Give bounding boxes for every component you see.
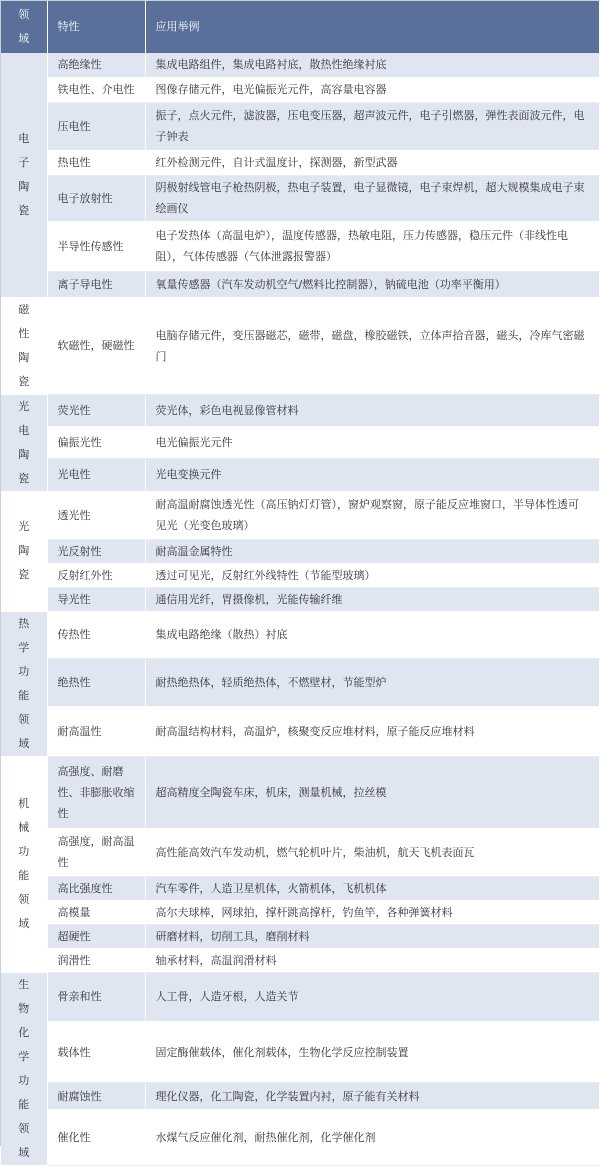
table-row (1, 658, 599, 706)
table-row (1, 611, 599, 658)
table-header-row (1, 1, 599, 53)
domain-cell-photoelectric: 光电陶瓷 (1, 394, 47, 491)
table-row (1, 924, 599, 948)
application-cell: 集成电路组件，集成电路衬底，散热性绝缘衬底 (145, 53, 599, 77)
property-cell: 骨亲和性 (47, 972, 145, 1021)
application-cell: 通信用光纤，胃摄像机，光能传输纤维 (145, 587, 599, 611)
property-cell: 高强度，耐高温性 (47, 828, 145, 876)
property-cell: 软磁性，硬磁性 (47, 297, 145, 394)
property-cell: 润滑性 (47, 948, 145, 972)
table-row (1, 756, 599, 828)
ceramics-properties-table (1, 1, 600, 1166)
property-cell: 超硬性 (47, 924, 145, 948)
table-row (1, 876, 599, 900)
table-row (1, 900, 599, 924)
domain-cell-magnetic: 磁性陶瓷 (1, 297, 47, 394)
header-domain: 领域 (1, 1, 47, 53)
domain-cell-mechanical: 机械功能领域 (1, 756, 47, 972)
property-cell: 铁电性、介电性 (47, 77, 145, 102)
property-cell: 偏振光性 (47, 427, 145, 459)
property-cell: 离子导电性 (47, 271, 145, 297)
table-row (1, 458, 599, 491)
property-cell: 光电性 (47, 458, 145, 491)
property-cell: 光反射性 (47, 539, 145, 563)
table-body (1, 53, 599, 1165)
application-cell: 透过可见光，反射红外线特性（节能型玻璃） (145, 563, 599, 587)
property-cell: 压电性 (47, 102, 145, 150)
application-cell: 耐高温金属特性 (145, 539, 599, 563)
header-application: 应用举例 (145, 1, 599, 53)
property-cell: 半导性传感性 (47, 221, 145, 271)
property-cell: 导光性 (47, 587, 145, 611)
property-cell: 催化性 (47, 1110, 145, 1165)
table-row (1, 972, 599, 1021)
application-cell: 电光偏振光元件 (145, 427, 599, 459)
application-cell: 图像存储元件，电光偏振光元件，高容量电容器 (145, 77, 599, 102)
application-cell: 电子发热体（高温电炉），温度传感器，热敏电阻，压力传感器，稳压元件（非线性电阻），气体传感器（气体泄露报警器） (145, 221, 599, 271)
table-row (1, 1021, 599, 1083)
property-cell: 绝热性 (47, 658, 145, 706)
property-cell: 高强度、耐磨性、非膨胀收缩性 (47, 756, 145, 828)
table-row (1, 491, 599, 539)
application-cell: 红外检测元件，自计式温度计，探测器，新型武器 (145, 150, 599, 175)
table-row (1, 1083, 599, 1110)
application-cell: 研磨材料，切削工具，磨削材料 (145, 924, 599, 948)
application-cell: 光电变换元件 (145, 458, 599, 491)
property-cell: 热电性 (47, 150, 145, 175)
table-row (1, 150, 599, 175)
application-cell: 振子，点火元件，滤波器，压电变压器，超声波元件，电子引燃器，弹性表面波元件，电子钟表 (145, 102, 599, 150)
domain-cell-electronic: 电子陶瓷 (1, 53, 47, 297)
application-cell: 阴极射线管电子枪热阴极，热电子装置，电子显微镜，电子束焊机，超大规模集成电子束绘画仪 (145, 175, 599, 221)
application-cell: 荧光体，彩色电视显像管材料 (145, 394, 599, 427)
table-row (1, 828, 599, 876)
table-row (1, 427, 599, 459)
property-cell: 反射红外性 (47, 563, 145, 587)
table-row (1, 77, 599, 102)
property-cell: 高绝缘性 (47, 53, 145, 77)
domain-cell-optical: 光陶瓷 (1, 491, 47, 611)
property-cell: 高比强度性 (47, 876, 145, 900)
application-cell: 耐热绝热体，轻质绝热体，不燃壁材，节能型炉 (145, 658, 599, 706)
property-cell: 荧光性 (47, 394, 145, 427)
domain-cell-thermal: 热学功能领域 (1, 611, 47, 756)
application-cell: 电脑存储元件，变压器磁芯，磁带，磁盘，橡胶磁铁，立体声拾音器，磁头，冷库气密磁门 (145, 297, 599, 394)
table-row (1, 1110, 599, 1165)
domain-cell-biochemical: 生物化学功能领域 (1, 972, 47, 1165)
table-row (1, 297, 599, 394)
property-cell: 高模量 (47, 900, 145, 924)
table-row (1, 587, 599, 611)
application-cell: 耐高温耐腐蚀透光性（高压钠灯灯管），窗炉观察窗，原子能反应堆窗口，半导体性透可见光（光变色玻璃） (145, 491, 599, 539)
property-cell: 传热性 (47, 611, 145, 658)
property-cell: 电子放射性 (47, 175, 145, 221)
table-row (1, 394, 599, 427)
property-cell: 透光性 (47, 491, 145, 539)
table-row (1, 948, 599, 972)
table-row (1, 102, 599, 150)
application-cell: 氧量传感器（汽车发动机空气/燃料比控制器），钠硫电池（功率平衡用） (145, 271, 599, 297)
application-cell: 理化仪器，化工陶瓷，化学装置内衬，原子能有关材料 (145, 1083, 599, 1110)
header-property: 特性 (47, 1, 145, 53)
application-cell: 耐高温结构材料，高温炉，核聚变反应堆材料，原子能反应堆材料 (145, 707, 599, 756)
table-row (1, 175, 599, 221)
application-cell: 固定酶催载体，催化剂载体，生物化学反应控制装置 (145, 1021, 599, 1083)
application-cell: 高性能高效汽车发动机，燃气轮机叶片，柴油机，航天飞机表面瓦 (145, 828, 599, 876)
table-row (1, 707, 599, 756)
property-cell: 耐腐蚀性 (47, 1083, 145, 1110)
table-row (1, 53, 599, 77)
property-cell: 载体性 (47, 1021, 145, 1083)
application-cell: 水煤气反应催化剂，耐热催化剂，化学催化剂 (145, 1110, 599, 1165)
table-row (1, 539, 599, 563)
application-cell: 轴承材料，高温润滑材料 (145, 948, 599, 972)
property-cell: 耐高温性 (47, 707, 145, 756)
table-row (1, 221, 599, 271)
application-cell: 汽车零件，人造卫星机体，火箭机体，飞机机体 (145, 876, 599, 900)
application-cell: 集成电路绝缘（散热）衬底 (145, 611, 599, 658)
application-cell: 超高精度全陶瓷车床，机床，测量机械，拉丝模 (145, 756, 599, 828)
application-cell: 人工骨，人造牙根，人造关节 (145, 972, 599, 1021)
application-cell: 高尔夫球棒，网球拍，撑杆跳高撑杆，钓鱼竿，各种弹簧材料 (145, 900, 599, 924)
table-row (1, 271, 599, 297)
table-row (1, 563, 599, 587)
